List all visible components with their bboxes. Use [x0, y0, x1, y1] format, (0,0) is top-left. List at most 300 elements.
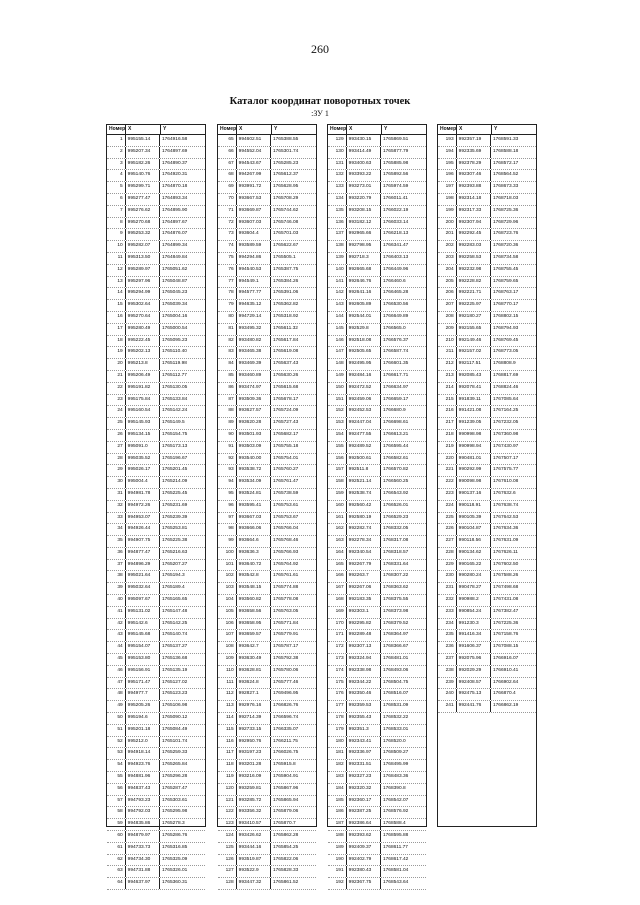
point-number: 237 [438, 654, 457, 665]
table-row [107, 182, 205, 194]
coord-x: 995154.07 [126, 642, 160, 653]
coord-x: 992521.14 [347, 477, 381, 488]
coord-y: 1768373.98 [382, 608, 409, 614]
point-number: 62 [107, 855, 126, 866]
coord-x: 990104.87 [457, 524, 491, 535]
coord-y: 1765127.02 [161, 679, 188, 685]
coord-y: 1766211.75 [272, 738, 298, 744]
table-row [107, 536, 205, 548]
point-number: 113 [218, 701, 237, 712]
table-row [328, 689, 426, 701]
coord-x: 991230.3 [457, 619, 491, 630]
coord-x: 993480.82 [237, 336, 271, 347]
coord-x: 992078.41 [457, 383, 491, 394]
coord-x: 993216.09 [237, 772, 271, 783]
coord-y: 1766862.19 [492, 703, 519, 709]
coord-x: 991606.37 [457, 642, 491, 653]
table-row [218, 359, 316, 371]
point-number: 218 [438, 430, 457, 441]
coord-x: 994729.14 [237, 312, 271, 323]
coord-y: 1765766.04 [272, 526, 299, 532]
point-number: 181 [328, 748, 347, 759]
table-row [438, 619, 536, 631]
point-number: 239 [438, 678, 457, 689]
table-row [438, 477, 536, 489]
coord-y: 1764895.90 [161, 207, 188, 213]
point-number: 189 [328, 843, 347, 854]
coord-x: 992544.01 [347, 312, 381, 323]
coord-y: 1765792.38 [272, 656, 299, 662]
point-number: 209 [438, 324, 457, 335]
coord-y: 1768520.0 [382, 738, 406, 744]
coord-x: 995294.99 [126, 288, 160, 299]
point-number: 114 [218, 713, 237, 724]
coord-x: 990998.94 [457, 442, 491, 453]
table-row [107, 725, 205, 737]
coord-y: 1768617.42 [382, 856, 409, 862]
point-number: 89 [218, 418, 237, 429]
coord-x: 990137.16 [457, 489, 491, 500]
table-row [107, 784, 205, 796]
coord-x: 994972.26 [126, 501, 160, 512]
coord-x: 995205.26 [126, 701, 160, 712]
point-number: 175 [328, 678, 347, 689]
coord-x: 992500.61 [347, 454, 381, 465]
table-row [328, 642, 426, 654]
coord-y: 1766617.71 [382, 372, 409, 378]
coord-y: 1766403.13 [382, 254, 409, 260]
table-row [438, 170, 536, 182]
point-number: 69 [218, 182, 237, 193]
coord-y: 1765101.74 [161, 738, 188, 744]
coord-y: 1765207.27 [161, 561, 188, 567]
point-number: 52 [107, 737, 126, 748]
coord-x: 995270.64 [126, 312, 160, 323]
point-number: 222 [438, 477, 457, 488]
point-number: 197 [438, 182, 457, 193]
point-number: 44 [107, 642, 126, 653]
point-number: 104 [218, 595, 237, 606]
table-row [218, 654, 316, 666]
coord-x: 993669.87 [237, 206, 271, 217]
table-row [218, 277, 316, 289]
table-row [328, 513, 426, 525]
coord-y: 1767638.74 [492, 502, 519, 508]
point-number: 162 [328, 524, 347, 535]
coord-y: 1767088.15 [492, 644, 519, 650]
point-number: 81 [218, 324, 237, 335]
point-number: 226 [438, 524, 457, 535]
coord-y: 1765301.74 [272, 148, 299, 154]
coord-y: 1766649.89 [382, 313, 409, 319]
coord-x: 992733.15 [237, 725, 271, 736]
table-row [218, 371, 316, 383]
coord-x: 992665.68 [347, 265, 381, 276]
table-header [107, 125, 205, 135]
table-row [107, 265, 205, 277]
coord-y: 1768543.64 [382, 880, 409, 886]
coord-x: 995097.67 [126, 595, 160, 606]
table-row [328, 772, 426, 784]
point-number: 124 [218, 831, 237, 842]
coord-x: 990854.24 [457, 607, 491, 618]
coord-y: 1765318.92 [272, 313, 299, 319]
point-number: 121 [218, 796, 237, 807]
coord-x: 995206.49 [126, 371, 160, 382]
point-number: 146 [328, 336, 347, 347]
point-number: 75 [218, 253, 237, 264]
coord-x: 994635.12 [237, 300, 271, 311]
coord-y: 1768720.36 [492, 243, 519, 249]
coord-y: 1765123.23 [161, 691, 188, 697]
coord-x: 995145.68 [126, 630, 160, 641]
table-row [107, 843, 205, 855]
table-row [328, 524, 426, 536]
point-number: 68 [218, 170, 237, 181]
point-number: 37 [107, 560, 126, 571]
header-number: Номер [109, 126, 126, 132]
point-number: 191 [328, 866, 347, 877]
coord-y: 1767632.6 [492, 490, 516, 496]
point-number: 78 [218, 288, 237, 299]
table-row [107, 819, 205, 831]
coord-x: 992149.46 [457, 336, 491, 347]
coord-y: 1764870.18 [161, 184, 188, 190]
coord-x: 993444.16 [237, 843, 271, 854]
point-number: 36 [107, 548, 126, 559]
coord-x: 991239.05 [457, 418, 491, 429]
coord-x: 994294.86 [237, 253, 271, 264]
point-number: 232 [438, 595, 457, 606]
point-number: 203 [438, 253, 457, 264]
table-row [328, 866, 426, 878]
coord-x: 990105.39 [457, 513, 491, 524]
coord-x: 994907.75 [126, 536, 160, 547]
table-row [218, 182, 316, 194]
point-number: 61 [107, 843, 126, 854]
point-number: 134 [328, 194, 347, 205]
table-row [218, 807, 316, 819]
point-number: 169 [328, 607, 347, 618]
table-row [218, 253, 316, 265]
table-row [218, 725, 316, 737]
table-row [438, 324, 536, 336]
coord-x: 995313.50 [126, 253, 160, 264]
coord-y: 1766565.0 [382, 325, 406, 331]
table-row [328, 406, 426, 418]
point-number: 164 [328, 548, 347, 559]
table-row [438, 560, 536, 572]
point-number: 14 [107, 288, 126, 299]
point-number: 193 [438, 135, 457, 146]
point-number: 149 [328, 371, 347, 382]
table-row [218, 465, 316, 477]
coord-y: 1768317.08 [382, 538, 409, 544]
header-number: Номер [220, 126, 237, 132]
coord-y: 1768493.06 [382, 667, 409, 673]
table-row [218, 571, 316, 583]
coord-y: 1765628.95 [272, 184, 299, 190]
coord-y: 1765724.09 [272, 408, 299, 414]
coord-y: 1765362.82 [272, 302, 299, 308]
point-number: 98 [218, 524, 237, 535]
point-number: 23 [107, 395, 126, 406]
table-row [107, 229, 205, 241]
point-number: 207 [438, 300, 457, 311]
table-row [438, 501, 536, 513]
coord-x: 992378.29 [457, 159, 491, 170]
coord-y: 1768542.07 [382, 797, 409, 803]
coord-x: 995302.64 [126, 300, 160, 311]
coord-x: 993503.09 [237, 442, 271, 453]
coord-x: 993393.22 [347, 170, 381, 181]
coord-x: 993640.72 [237, 560, 271, 571]
table-row [107, 324, 205, 336]
point-number: 93 [218, 465, 237, 476]
point-number: 6 [107, 194, 126, 205]
coord-y: 1764849.84 [161, 254, 188, 260]
table-row [218, 748, 316, 760]
coord-x: 990098.98 [457, 477, 491, 488]
coord-x: 993624.8 [237, 678, 271, 689]
coord-y: 1767602.50 [492, 561, 519, 567]
coord-x: 992350.46 [347, 689, 381, 700]
point-number: 100 [218, 548, 237, 559]
coord-y: 1765678.17 [272, 396, 299, 402]
table-row [218, 147, 316, 159]
coord-x: 994896.29 [126, 560, 160, 571]
table-row [328, 713, 426, 725]
coord-x: 993534.09 [237, 477, 271, 488]
coord-y: 1769496.95 [272, 691, 299, 697]
header-y: Y [274, 126, 278, 132]
coord-x: 993356.32 [237, 807, 271, 818]
point-number: 213 [438, 371, 457, 382]
point-number: 66 [218, 147, 237, 158]
coord-x: 992029.29 [457, 666, 491, 677]
table-row [328, 784, 426, 796]
table-row [328, 135, 426, 147]
coord-x: 992303.1 [347, 607, 381, 618]
point-number: 25 [107, 418, 126, 429]
coord-x: 992232.98 [457, 265, 491, 276]
point-number: 16 [107, 312, 126, 323]
coord-x: 992307.46 [457, 170, 491, 181]
coord-x: 993285.72 [237, 796, 271, 807]
point-number: 187 [328, 819, 347, 830]
coord-x: 992477.55 [347, 430, 381, 441]
coord-y: 1765286.76 [161, 833, 188, 839]
coord-x: 994837.43 [126, 784, 160, 795]
coord-x: 995091.0 [126, 442, 160, 453]
table-row [107, 654, 205, 666]
table-row [107, 796, 205, 808]
coord-y: 1765110.40 [161, 349, 187, 355]
coord-y: 1768531.09 [382, 703, 409, 709]
table-row [218, 607, 316, 619]
point-number: 112 [218, 689, 237, 700]
point-number: 84 [218, 359, 237, 370]
coord-y: 1765768.46 [272, 538, 299, 544]
point-number: 35 [107, 536, 126, 547]
table-row [438, 642, 536, 654]
point-number: 240 [438, 689, 457, 700]
coord-x: 995207.34 [126, 147, 160, 158]
point-number: 111 [218, 678, 237, 689]
point-number: 135 [328, 206, 347, 217]
table-row [218, 819, 316, 831]
table-row [328, 819, 426, 831]
coord-x: 992452.53 [347, 406, 381, 417]
coord-x: 995035.52 [126, 454, 160, 465]
table-row [328, 194, 426, 206]
point-number: 72 [218, 218, 237, 229]
table-row [107, 253, 205, 265]
coord-y: 1765867.96 [272, 785, 299, 791]
coord-x: 993538.72 [237, 465, 271, 476]
coord-x: 992327.23 [347, 772, 381, 783]
coord-y: 1765296.28 [161, 774, 188, 780]
table-row [107, 288, 205, 300]
header-y: Y [163, 126, 167, 132]
coord-y: 1767626.11 [492, 549, 518, 555]
coord-y: 1765173.13 [161, 443, 188, 449]
coord-y: 1766826.76 [272, 703, 299, 709]
coord-y: 1767575.77 [492, 467, 519, 473]
point-number: 106 [218, 619, 237, 630]
point-number: 20 [107, 359, 126, 370]
table-row [328, 277, 426, 289]
coord-y: 1765147.48 [161, 608, 188, 614]
coord-y: 1766916.07 [492, 656, 519, 662]
table-row [438, 465, 536, 477]
coord-y: 1765278.3 [161, 821, 185, 827]
coord-y: 1768802.15 [492, 313, 519, 319]
table-row [218, 666, 316, 678]
coord-x: 993414.49 [347, 147, 381, 158]
table-row [328, 548, 426, 560]
table-row [328, 288, 426, 300]
table-row [438, 147, 536, 159]
table-row [218, 477, 316, 489]
table-row [107, 831, 205, 843]
coord-x: 992393.62 [347, 831, 381, 842]
coord-y: 1765388.55 [272, 137, 299, 142]
table-row [107, 406, 205, 418]
table-row [218, 265, 316, 277]
coord-x: 993666.06 [237, 524, 271, 535]
point-number: 156 [328, 454, 347, 465]
coord-x: 992641.16 [347, 288, 381, 299]
coord-x: 993540.00 [237, 454, 271, 465]
coord-x: 993628.81 [237, 666, 271, 677]
coord-x: 993208.15 [347, 206, 381, 217]
coord-x: 994977.7 [126, 689, 160, 700]
coord-y: 1765744.62 [272, 207, 299, 213]
point-number: 64 [107, 878, 126, 889]
table-row [107, 501, 205, 513]
coord-x: 992950.76 [237, 737, 271, 748]
coord-x: 993659.57 [237, 630, 271, 641]
point-number: 144 [328, 312, 347, 323]
coord-x: 992827.1 [237, 689, 271, 700]
coord-x: 992402.79 [347, 855, 381, 866]
point-number: 19 [107, 347, 126, 358]
table-row [328, 442, 426, 454]
coord-x: 994879.97 [126, 831, 160, 842]
table-row [218, 300, 316, 312]
point-number: 131 [328, 159, 347, 170]
coord-y: 1766601.35 [382, 361, 409, 367]
coord-x: 995212.0 [126, 737, 160, 748]
point-number: 57 [107, 796, 126, 807]
coord-x: 995155.14 [126, 135, 160, 146]
header-number: Номер [330, 126, 347, 132]
table-row [218, 135, 316, 147]
coord-y: 1765239.39 [161, 514, 188, 520]
coord-y: 1765106.98 [161, 703, 188, 709]
table-row [328, 465, 426, 477]
coord-x: 995277.47 [126, 194, 160, 205]
coord-x: 994731.88 [126, 866, 160, 877]
coord-y: 1767631.09 [492, 538, 519, 544]
coord-y: 1765760.27 [272, 467, 299, 473]
table-row [218, 583, 316, 595]
coord-y: 1765974.59 [382, 184, 409, 190]
coord-x: 991416.34 [457, 630, 491, 641]
coord-y: 1765701.03 [272, 231, 299, 237]
coord-y: 1766910.41 [492, 667, 519, 673]
coord-y: 1767507.17 [492, 455, 519, 461]
table-row [328, 454, 426, 466]
table-row [328, 170, 426, 182]
point-number: 38 [107, 571, 126, 582]
coord-y: 1768331.64 [382, 561, 409, 567]
table-row [218, 760, 316, 772]
coord-y: 1765885.98 [382, 160, 409, 166]
coord-x: 993658.95 [237, 619, 271, 630]
point-number: 86 [218, 383, 237, 394]
table-row [328, 654, 426, 666]
table-row [218, 560, 316, 572]
coord-y: 1765048.87 [161, 278, 188, 284]
coord-x: 992117.51 [457, 359, 491, 370]
coord-y: 1765000.54 [161, 325, 188, 331]
table-row [328, 796, 426, 808]
coord-y: 1765112.77 [161, 372, 187, 378]
coord-y: 1765135.19 [161, 667, 188, 673]
point-number: 154 [328, 430, 347, 441]
coord-y: 1767642.53 [492, 514, 519, 520]
table-row [328, 418, 426, 430]
point-number: 206 [438, 288, 457, 299]
coord-y: 1767158.76 [492, 632, 519, 638]
table-row [218, 430, 316, 442]
coord-y: 1765325.09 [161, 856, 188, 862]
coord-x: 995280.49 [126, 324, 160, 335]
coord-x: 995171.47 [126, 678, 160, 689]
coord-y: 1765194.3 [161, 573, 185, 579]
coord-y: 1765142.24 [161, 408, 188, 414]
table-row [328, 159, 426, 171]
point-number: 32 [107, 501, 126, 512]
table-row [328, 678, 426, 690]
table-row [328, 218, 426, 230]
coord-x: 992367.75 [347, 878, 381, 889]
point-number: 168 [328, 595, 347, 606]
point-number: 26 [107, 430, 126, 441]
table-row [107, 489, 205, 501]
